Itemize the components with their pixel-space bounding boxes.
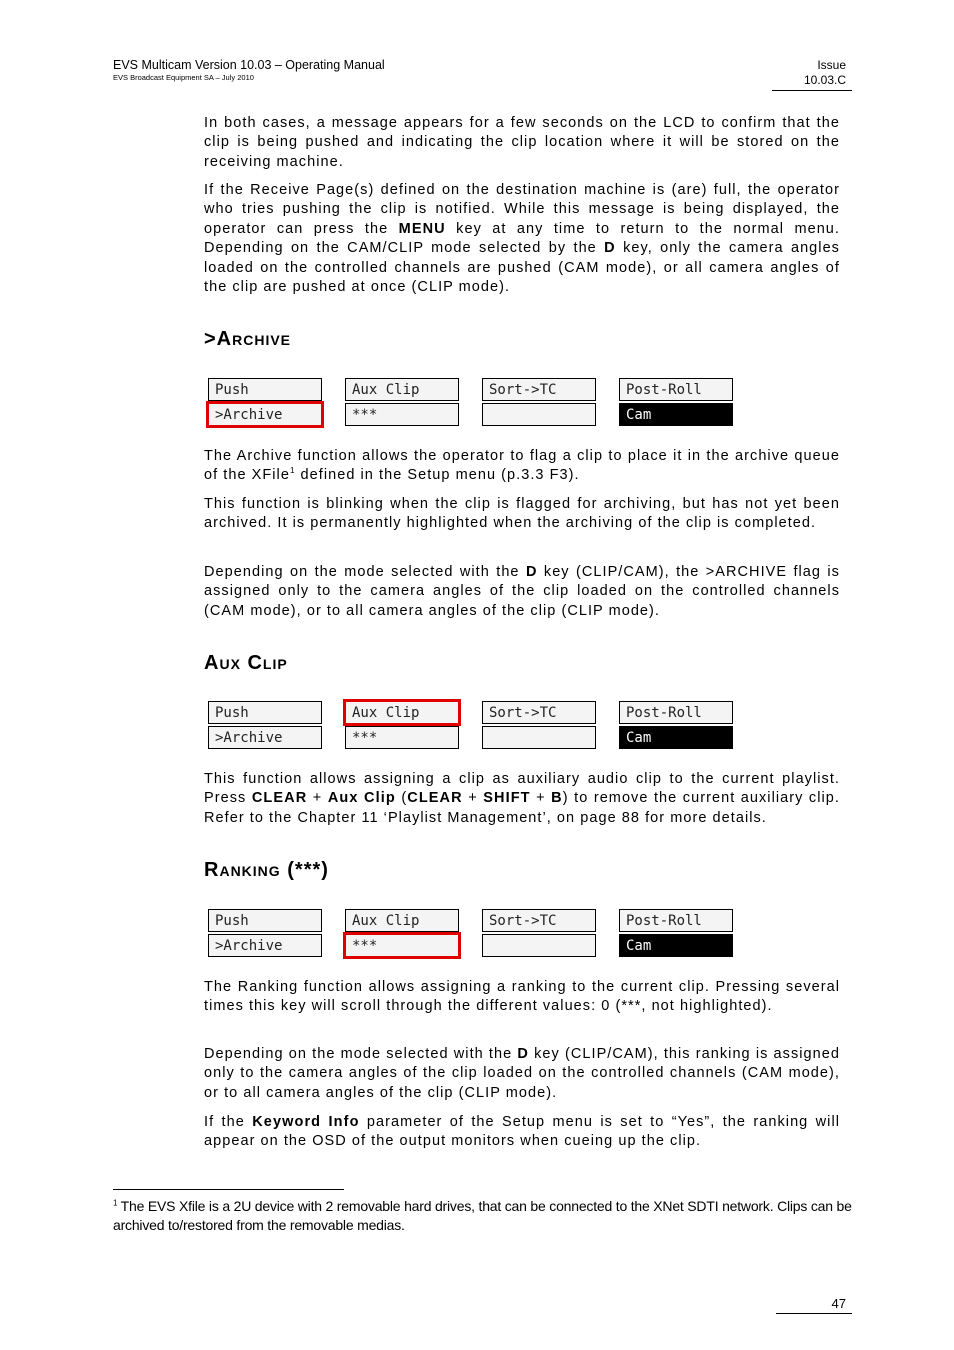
lcd-button-push-archive[interactable]	[208, 701, 322, 751]
aux-clip-heading: Aux Clip	[204, 652, 288, 674]
manual-title: EVS Multicam Version 10.03 – Operating Manual	[113, 58, 385, 72]
lcd-label-ranking: ***	[345, 403, 459, 426]
ranking-paragraph-3: If the Keyword Info parameter of the Setup menu is set to “Yes”, the ranking will appear on the OSD of the output monitors when cueing up the clip.	[204, 1114, 840, 1150]
lcd-label-aux-clip: Aux Clip	[345, 909, 459, 932]
archive-paragraph-3: Depending on the mode selected with the D key (CLIP/CAM), the >ARCHIVE flag is assigned only to the camera angles of the clip loaded on the controlled channels (CAM mode), or to all camera angles of the clip (CLIP mode).	[204, 564, 840, 619]
lcd-button-sort-tc[interactable]	[482, 909, 596, 959]
lcd-label-empty	[482, 934, 596, 957]
aux-clip-paragraph-1: This function allows assigning a clip as auxiliary audio clip to the current playlist. Press CLEAR + Aux Clip (CLEAR + SHIFT + B) to remove the current auxiliary clip. Refer to the Chapter 11 ‘Playlist Management’, on page 88 for more details.	[204, 771, 840, 826]
lcd-label-post-roll: Post-Roll	[619, 701, 733, 724]
lcd-label-cam: Cam	[619, 934, 733, 957]
archive-paragraph-1: The Archive function allows the operator to flag a clip to place it in the archive queue of the XFile$^1$ defined in the Setup menu (p.3.3 F3).	[204, 448, 840, 484]
lcd-button-sort-tc[interactable]	[482, 378, 596, 428]
footnote-ref[interactable]: 1	[289, 466, 296, 476]
lcd-label-archive: >Archive	[208, 934, 322, 957]
lcd-label-aux-clip: Aux Clip	[345, 378, 459, 401]
lcd-label-post-roll: Post-Roll	[619, 378, 733, 401]
lcd-menu-aux-clip	[208, 701, 738, 755]
lcd-label-push: Push	[208, 701, 322, 724]
lcd-menu-archive	[208, 378, 738, 432]
lcd-label-sort-tc: Sort->TC	[482, 378, 596, 401]
lcd-label-empty	[482, 726, 596, 749]
lcd-label-push: Push	[208, 909, 322, 932]
lcd-button-post-roll[interactable]	[619, 378, 733, 428]
lcd-menu-ranking	[208, 909, 738, 963]
lcd-label-post-roll: Post-Roll	[619, 909, 733, 932]
lcd-button-sort-tc[interactable]	[482, 701, 596, 751]
lcd-label-empty	[482, 403, 596, 426]
lcd-label-sort-tc: Sort->TC	[482, 701, 596, 724]
ranking-paragraph-1: The Ranking function allows assigning a ranking to the current clip. Pressing several times this key will scroll through the different values: 0 (***, not highlighted).	[204, 979, 840, 1015]
lcd-label-ranking: ***	[345, 726, 459, 749]
archive-paragraph-2: This function is blinking when the clip is flagged for archiving, but has not yet been archived. It is permanently highlighted when the archiving of the clip is completed.	[204, 496, 840, 532]
lcd-label-cam: Cam	[619, 726, 733, 749]
ranking-heading: Ranking (***)	[204, 859, 329, 881]
lcd-button-aux-ranking[interactable]	[345, 909, 459, 959]
intro-paragraph-1: In both cases, a message appears for a few seconds on the LCD to confirm that the clip is being pushed and indicating the clip location where it will be stored on the receiving machine.	[204, 115, 840, 170]
ranking-paragraph-2: Depending on the mode selected with the D key (CLIP/CAM), this ranking is assigned only to the camera angles of the clip loaded on the controlled channels (CAM mode), or to all camera angles of the clip (CLIP mode).	[204, 1046, 840, 1101]
publisher-line: EVS Broadcast Equipment SA – July 2010	[113, 73, 254, 82]
page-number: 47	[831, 1296, 846, 1311]
page-header	[113, 58, 385, 83]
lcd-button-aux-ranking[interactable]	[345, 701, 459, 751]
lcd-label-cam: Cam	[619, 403, 733, 426]
archive-heading: >Archive	[204, 328, 292, 350]
lcd-button-post-roll[interactable]	[619, 701, 733, 751]
page-number-rule	[776, 1313, 852, 1314]
footnote-mark: 1	[113, 1198, 118, 1208]
issue-block	[804, 58, 846, 88]
intro-paragraph-2: If the Receive Page(s) defined on the destination machine is (are) full, the operator who tries pushing the clip is notified. While this message is being displayed, the operator can press the MENU key at any time to return to the normal menu. Depending on the CAM/CLIP mode selected by the D key, only the camera angles loaded on the controlled channels are pushed (CAM mode), or all camera angles of the clip are pushed at once (CLIP mode).	[204, 182, 841, 296]
lcd-label-sort-tc: Sort->TC	[482, 909, 596, 932]
footnote-rule	[113, 1189, 344, 1190]
lcd-label-archive: >Archive	[208, 726, 322, 749]
footnote: $^1$ The EVS Xfile is a 2U device with 2 removable hard drives, that can be connected to the XNet SDTI network. Clips can be archived to/restored from the removable medias.	[113, 1198, 852, 1233]
lcd-button-aux-ranking[interactable]	[345, 378, 459, 428]
lcd-label-push: Push	[208, 378, 322, 401]
issue-number: 10.03.C	[803, 73, 846, 87]
header-rule	[772, 90, 852, 91]
lcd-button-push-archive[interactable]	[208, 909, 322, 959]
lcd-button-post-roll[interactable]	[619, 909, 733, 959]
lcd-button-push-archive[interactable]	[208, 378, 322, 428]
lcd-label-ranking-highlighted: ***	[345, 934, 459, 957]
lcd-label-aux-clip-highlighted: Aux Clip	[345, 701, 459, 724]
issue-label: Issue	[817, 58, 846, 72]
lcd-label-archive-highlighted: >Archive	[208, 403, 322, 426]
